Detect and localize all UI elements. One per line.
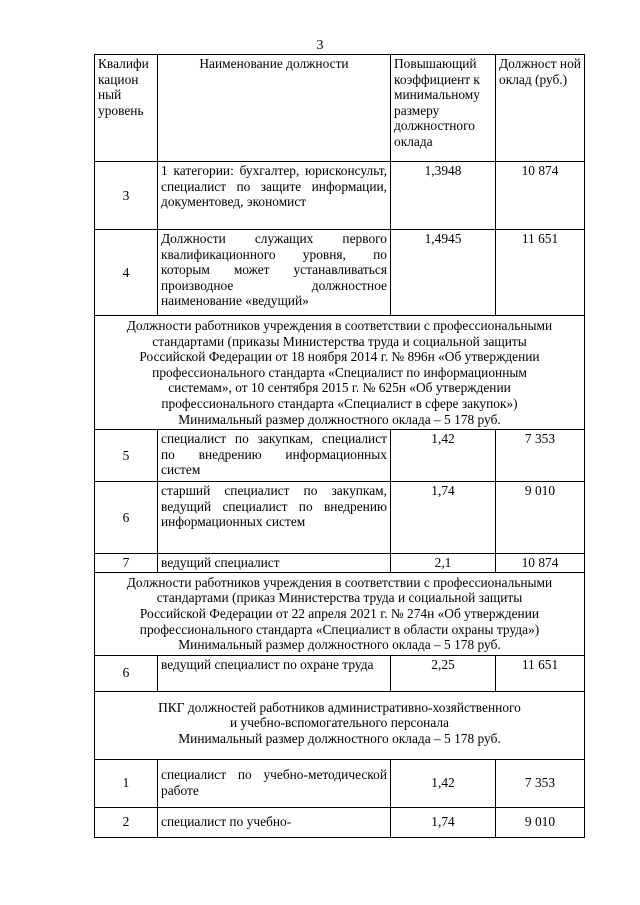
header-coef: Повышающий коэффициент к минимальному размеру должностного оклада xyxy=(391,55,496,162)
cell-coef: 1,74 xyxy=(391,482,496,554)
cell-position: 1 категории: бухгалтер, юрисконсульт, специалист по защите информации, документовед, экономист xyxy=(158,162,391,230)
header-salary: Должност ной оклад (руб.) xyxy=(496,55,585,162)
cell-coef: 1,74 xyxy=(391,807,496,837)
cell-coef: 1,3948 xyxy=(391,162,496,230)
section-line: системам», от 10 сентября 2015 г. № 625н «Об утверждении xyxy=(168,380,511,396)
cell-level: 6 xyxy=(95,482,158,554)
section-line: ПКГ должностей работников административно-хозяйственного xyxy=(158,699,521,715)
table-row xyxy=(95,554,585,573)
cell-level: 2 xyxy=(95,807,158,837)
header-level: Квалифи кацион ный уровень xyxy=(95,55,158,162)
section-heading-1 xyxy=(95,316,585,430)
cell-position: ведущий специалист xyxy=(158,554,391,573)
section-line: Минимальный размер должностного оклада – 5 178 руб. xyxy=(178,411,501,427)
section-heading-2 xyxy=(95,572,585,655)
cell-level: 7 xyxy=(95,554,158,573)
cell-position: специалист по закупкам, специалист по внедрению информационных систем xyxy=(158,430,391,482)
cell-salary: 9 010 xyxy=(496,482,585,554)
table-row xyxy=(95,759,585,807)
section-line: профессионального стандарта «Специалист в области охраны труда») xyxy=(139,621,540,637)
cell-coef: 2,25 xyxy=(391,655,496,691)
section-line: Должности работников учреждения в соответствии с профессиональными xyxy=(126,574,553,590)
cell-salary: 7 353 xyxy=(496,430,585,482)
section-line: и учебно-вспомогательного персонала xyxy=(229,715,450,731)
section-line: Российской Федерации от 18 ноября 2014 г. № 896н «Об утверждении xyxy=(139,349,540,365)
cell-level: 4 xyxy=(95,230,158,316)
cell-position: специалист по учебно-методической работе xyxy=(158,759,391,807)
cell-coef: 1,42 xyxy=(391,759,496,807)
table-row xyxy=(95,807,585,837)
page-number: 3 xyxy=(316,38,324,53)
cell-coef: 2,1 xyxy=(391,554,496,573)
section-line: профессионального стандарта «Специалист в сфере закупок») xyxy=(161,395,518,411)
cell-salary: 7 353 xyxy=(496,759,585,807)
table-row xyxy=(95,482,585,554)
cell-position: специалист по учебно- xyxy=(158,807,391,837)
cell-coef: 1,4945 xyxy=(391,230,496,316)
header-row xyxy=(95,55,585,162)
section-line: Минимальный размер должностного оклада – 5 178 руб. xyxy=(178,730,501,746)
section-row xyxy=(95,316,585,430)
cell-salary: 11 651 xyxy=(496,655,585,691)
section-row xyxy=(95,572,585,655)
header-position: Наименование должности xyxy=(158,55,391,162)
cell-level: 5 xyxy=(95,430,158,482)
cell-coef: 1,42 xyxy=(391,430,496,482)
section-line: стандартами (приказ Министерства труда и социальной защиты xyxy=(156,590,523,606)
cell-level: 6 xyxy=(95,655,158,691)
cell-position: ведущий специалист по охране труда xyxy=(158,655,391,691)
cell-position: старший специалист по закупкам, ведущий специалист по внедрению информационных систем xyxy=(158,482,391,554)
cell-level: 3 xyxy=(95,162,158,230)
cell-position: Должности служащих первого квалификационного уровня, по которым может устанавливаться производное должностное наименование «ведущий» xyxy=(158,230,391,316)
section-line: Российской Федерации от 22 апреля 2021 г. № 274н «Об утверждении xyxy=(139,605,540,621)
cell-salary: 11 651 xyxy=(496,230,585,316)
salary-table xyxy=(94,54,585,838)
section-row xyxy=(95,691,585,759)
section-line: Должности работников учреждения в соответствии с профессиональными xyxy=(126,318,553,333)
table-row xyxy=(95,162,585,230)
cell-salary: 10 874 xyxy=(496,554,585,573)
table-row xyxy=(95,230,585,316)
section-heading-3 xyxy=(95,691,585,759)
table-row xyxy=(95,655,585,691)
cell-salary: 9 010 xyxy=(496,807,585,837)
cell-level: 1 xyxy=(95,759,158,807)
section-line: стандартами (приказы Министерства труда и социальной защиты xyxy=(152,333,527,349)
cell-salary: 10 874 xyxy=(496,162,585,230)
section-line: Минимальный размер должностного оклада – 5 178 руб. xyxy=(178,637,501,653)
section-line: профессионального стандарта «Специалист по информационным xyxy=(152,364,527,380)
table-row xyxy=(95,430,585,482)
